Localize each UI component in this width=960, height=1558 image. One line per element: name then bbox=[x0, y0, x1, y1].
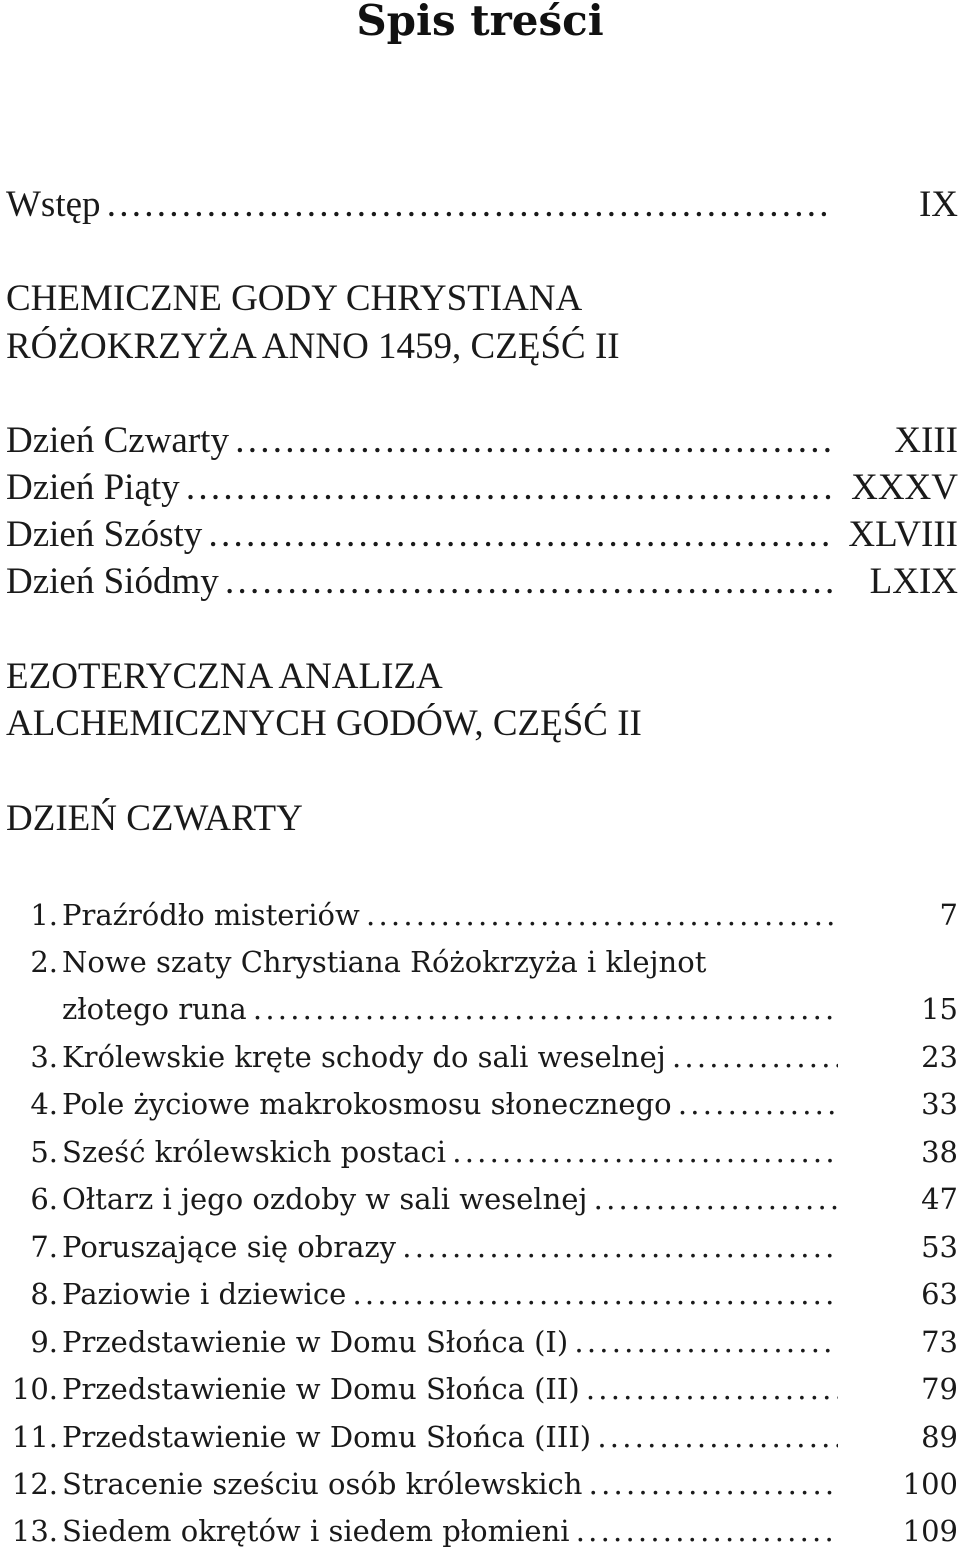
toc-chapter-2-cont[interactable] bbox=[6, 986, 958, 1032]
chapter-label: Stracenie sześciu osób królewskich . . . bbox=[62, 1461, 838, 1507]
chapter-page: 23 bbox=[921, 1040, 958, 1074]
toc-chapter-1[interactable] bbox=[6, 892, 958, 938]
toc-chapter-4[interactable] bbox=[6, 1081, 958, 1127]
toc-entry-page: LXIX bbox=[869, 561, 958, 602]
toc-chapter-12[interactable] bbox=[6, 1461, 958, 1507]
chapter-label: Przedstawienie w Domu Słońca (III) . . . bbox=[62, 1414, 838, 1460]
toc-chapter-11[interactable] bbox=[6, 1414, 958, 1460]
toc-entry-intro[interactable] bbox=[6, 182, 958, 228]
toc-chapter-13[interactable] bbox=[6, 1508, 958, 1554]
chapter-label: Sześć królewskich postaci . . . bbox=[62, 1129, 838, 1175]
chapter-page: 79 bbox=[921, 1372, 958, 1406]
chapter-number: 8. bbox=[30, 1277, 58, 1311]
chapter-label: Praźródło misteriów . . . bbox=[62, 892, 838, 938]
toc-entry-page: XIII bbox=[894, 420, 958, 461]
toc-chapter-8[interactable] bbox=[6, 1271, 958, 1317]
part2-subheading: DZIEŃ CZWARTY bbox=[6, 798, 303, 839]
chapter-label: Poruszające się obrazy . . . bbox=[62, 1224, 838, 1270]
toc-entry-label: Dzień Siódmy . . . bbox=[6, 559, 834, 605]
chapter-page: 53 bbox=[921, 1230, 958, 1264]
toc-chapter-9[interactable] bbox=[6, 1319, 958, 1365]
toc-chapter-3[interactable] bbox=[6, 1034, 958, 1080]
toc-entry-day4[interactable] bbox=[6, 418, 958, 464]
chapter-page: 63 bbox=[921, 1277, 958, 1311]
chapter-number: 11. bbox=[11, 1420, 58, 1454]
page-title: Spis treści bbox=[356, 0, 604, 45]
toc-chapter-10[interactable] bbox=[6, 1366, 958, 1412]
toc-entry-label: Dzień Piąty . . . bbox=[6, 465, 834, 511]
toc-entry-day6[interactable] bbox=[6, 512, 958, 558]
chapter-number: 5. bbox=[30, 1135, 58, 1169]
chapter-page: 38 bbox=[921, 1135, 958, 1169]
chapter-page: 100 bbox=[902, 1467, 958, 1501]
chapter-page: 15 bbox=[921, 992, 958, 1026]
chapter-label: Paziowie i dziewice . . . bbox=[62, 1271, 838, 1317]
part1-heading-line1: CHEMICZNE GODY CHRYSTIANA bbox=[6, 278, 583, 319]
chapter-label: Przedstawienie w Domu Słońca (I) . . . bbox=[62, 1319, 838, 1365]
chapter-number: 2. bbox=[30, 945, 58, 979]
chapter-number: 1. bbox=[30, 898, 58, 932]
part2-heading-line1: EZOTERYCZNA ANALIZA bbox=[6, 656, 443, 697]
chapter-label-continuation: złotego runa . . . bbox=[62, 986, 838, 1032]
toc-entry-page: XLVIII bbox=[848, 514, 958, 555]
toc-entry-day7[interactable] bbox=[6, 559, 958, 605]
toc-entry-page: XXXV bbox=[851, 467, 958, 508]
chapter-number: 13. bbox=[11, 1514, 58, 1548]
chapter-page: 73 bbox=[921, 1325, 958, 1359]
toc-chapter-6[interactable] bbox=[6, 1176, 958, 1222]
toc-entry-label: Dzień Czwarty . . . bbox=[6, 418, 834, 464]
chapter-page: 89 bbox=[921, 1420, 958, 1454]
chapter-number: 10. bbox=[11, 1372, 58, 1406]
chapter-number: 6. bbox=[30, 1182, 58, 1216]
toc-chapter-5[interactable] bbox=[6, 1129, 958, 1175]
toc-entry-page: IX bbox=[918, 184, 958, 225]
chapter-label: Królewskie kręte schody do sali weselnej . . . bbox=[62, 1034, 838, 1080]
toc-chapter-2[interactable] bbox=[6, 939, 958, 985]
chapter-label: Przedstawienie w Domu Słońca (II) . . . bbox=[62, 1366, 838, 1412]
part2-heading-line2: ALCHEMICZNYCH GODÓW, CZĘŚĆ II bbox=[6, 703, 642, 744]
chapter-label: Nowe szaty Chrystiana Różokrzyża i klejnot bbox=[62, 945, 707, 979]
chapter-label: Ołtarz i jego ozdoby w sali weselnej . . . bbox=[62, 1176, 838, 1222]
chapter-page: 47 bbox=[921, 1182, 958, 1216]
chapter-page: 33 bbox=[921, 1087, 958, 1121]
toc-entry-label: Dzień Szósty . . . bbox=[6, 512, 834, 558]
toc-chapter-7[interactable] bbox=[6, 1224, 958, 1270]
chapter-number: 7. bbox=[30, 1230, 58, 1264]
chapter-number: 9. bbox=[30, 1325, 58, 1359]
toc-entry-day5[interactable] bbox=[6, 465, 958, 511]
chapter-number: 3. bbox=[30, 1040, 58, 1074]
part1-heading-line2: RÓŻOKRZYŻA ANNO 1459, CZĘŚĆ II bbox=[6, 326, 620, 367]
chapter-label: Siedem okrętów i siedem płomieni . . . bbox=[62, 1508, 838, 1554]
toc-entry-label: Wstęp . . . bbox=[6, 182, 834, 228]
chapter-page: 7 bbox=[939, 898, 958, 932]
chapter-label: Pole życiowe makrokosmosu słonecznego . . . bbox=[62, 1081, 838, 1127]
chapter-page: 109 bbox=[902, 1514, 958, 1548]
chapter-number: 12. bbox=[11, 1467, 58, 1501]
chapter-number: 4. bbox=[30, 1087, 58, 1121]
